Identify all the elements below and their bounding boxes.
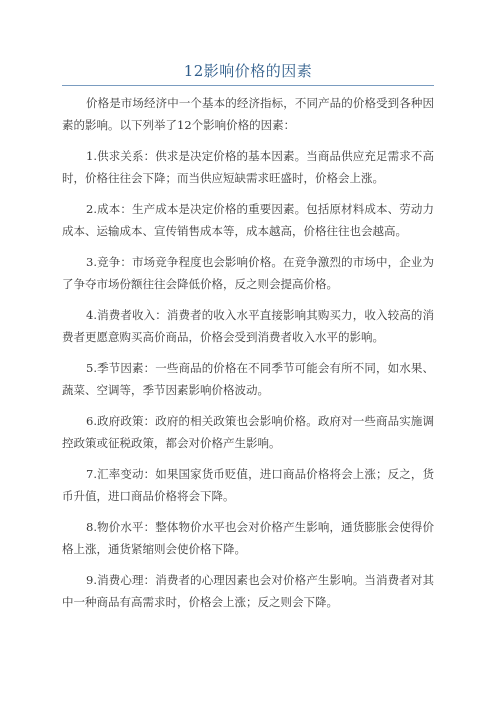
factor-paragraph-policy: 6.政府政策：政府的相关政策也会影响价格。政府对一些商品实施调控政策或征税政策，都会对价格产生影响。 (62, 414, 434, 450)
factor-paragraph-competition: 3.竞争：市场竞争程度也会影响价格。在竞争激烈的市场中，企业为了争夺市场份额往往会降低价格，反之则会提高价格。 (62, 255, 434, 291)
factor-paragraph-price-level: 8.物价水平：整体物价水平也会对价格产生影响，通货膨胀会使得价格上涨，通货紧缩则会使价格下降。 (62, 520, 434, 556)
factor-paragraph-season: 5.季节因素：一些商品的价格在不同季节可能会有所不同，如水果、蔬菜、空调等，季节因素影响价格波动。 (62, 361, 434, 397)
factor-paragraph-supply-demand: 1.供求关系：供求是决定价格的基本因素。当商品供应充足需求不高时，价格往往会下降；而当供应短缺需求旺盛时，价格会上涨。 (62, 149, 434, 185)
title-divider (62, 85, 434, 86)
document-body (62, 92, 434, 622)
factor-paragraph-psychology: 9.消费心理：消费者的心理因素也会对价格产生影响。当消费者对其中一种商品有高需求时，价格会上涨；反之则会下降。 (62, 573, 434, 609)
page-title: 12影响价格的因素 (183, 62, 313, 80)
factor-paragraph-exchange-rate: 7.汇率变动：如果国家货币贬值，进口商品价格将会上涨；反之，货币升值，进口商品价格将会下降。 (62, 467, 434, 503)
intro-paragraph: 价格是市场经济中一个基本的经济指标，不同产品的价格受到各种因素的影响。以下列举了12个影响价格的因素： (62, 96, 434, 132)
factor-paragraph-cost: 2.成本：生产成本是决定价格的重要因素。包括原材料成本、劳动力成本、运输成本、宣传销售成本等，成本越高，价格往往也会越高。 (62, 202, 434, 238)
factor-paragraph-income: 4.消费者收入：消费者的收入水平直接影响其购买力，收入较高的消费者更愿意购买高价商品，价格会受到消费者收入水平的影响。 (62, 308, 434, 344)
